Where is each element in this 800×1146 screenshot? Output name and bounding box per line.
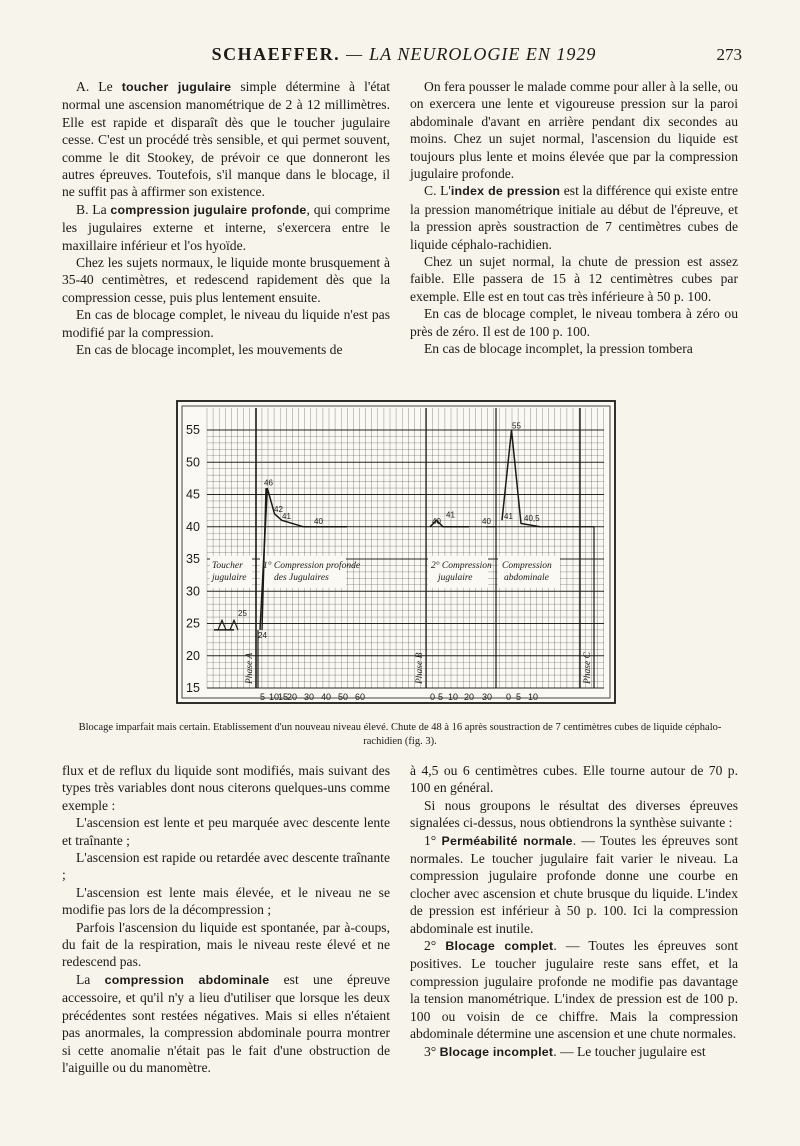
paragraph-blocage-incomplet [410,1043,738,1061]
text-column-left-top [62,78,390,359]
point-label: 46 [264,478,273,488]
paragraph: à 4,5 ou 6 centimètres cubes. Elle tourne autour de 70 p. 100 en général. [410,763,738,796]
author-name: SCHAEFFER. [211,44,341,64]
text-column-left-bottom [62,762,390,1076]
term-index-de-pression: index de pression [450,184,561,199]
para-text: simple détermine à l'état normal une ascension manométrique de 2 à 12 millimètres. Elle est rapide et disparaît dès que le toucher jugulaire cesse. C'est un procédé très sensible, et qui permet souvent, comme le dit Stookey, de prévoir ce que donneront les autres épreuves. Toutefois, s'il manque dans le blocage, il ne suffit pas à affirmer son existence. [62,79,391,200]
para-text: , qui comprime les jugulaires externe et interne, s'exercera entre le maxillaire inférieur et l'os hyoïde. [62,201,391,253]
x-label: 20 [287,692,298,702]
point-label: 42 [274,504,283,514]
paragraph-blocage-complet [410,937,738,1042]
paragraph-compression-profonde [62,201,390,254]
para-text: . — Toutes les épreuves sont normales. Le toucher jugulaire fait varier le niveau. La compression jugulaire profonde donne une courbe en clocher avec ascension et chute brusque du liquide. L'index de pression est inférieur à 50 p. 100. Ici la compression abdominale est inutile. [410,832,738,936]
paragraph: Si nous groupons le résultat des diverses épreuves signalées ci-dessus, nous obtiendrons la synthèse suivante : [410,797,738,831]
y-tick-label: 35 [186,552,200,566]
term-blocage-incomplet: Blocage incomplet [439,1044,554,1059]
x-label: 60 [355,692,366,702]
x-label: 40 [321,692,332,702]
para-text: La [76,971,105,987]
annotation-compression2: jugulaire [438,572,473,583]
para-text: 1° [424,832,442,848]
paragraph: L'ascension est lente mais élevée, et le niveau ne se modifie pas lors de la décompression ; [62,884,390,918]
x-label: 10 [528,692,539,702]
point-label: 40 [314,517,323,527]
point-label: 41 [446,510,455,520]
annotation-compression2: 2° Compression [431,560,492,571]
term-permeabilite-normale: Perméabilité normale [441,833,573,848]
para-text: 2° [424,938,446,954]
point-label: 41 [282,512,291,522]
annotation-toucher: Toucher [212,560,243,571]
text-column-right-top [410,78,738,358]
paragraph: Parfois l'ascension du liquide est spontanée, par à-coups, du fait de la respiration, mais le niveau reste élevé et ne redescend pas. [62,919,390,970]
y-tick-label: 30 [186,584,200,599]
para-text: est la différence qui existe entre la pression manométrique initiale au début de l'épreuve, et la pression après soustraction de 7 centimètres cubes de liquide céphalo-rachidien. [410,183,738,252]
running-title [66,44,742,65]
paragraph: flux et de reflux du liquide sont modifiés, mais suivant des types très variables dont nous citerons quelques-uns comme exemple : [62,763,390,813]
y-tick-label: 40 [186,519,200,534]
point-label: 41 [504,512,513,522]
chart-svg [174,398,618,706]
annotation-compression1: des Jugulaires [274,572,329,583]
x-label: 5 [438,692,444,702]
para-text: . — Toutes les épreuves sont positives. Le toucher jugulaire reste sans effet, et la compression jugulaire profonde ne modifie pas davantage la tension manométrique. L'index de pression est de 100 p. 100 ou voisin de ce chiffre. Mais la compression abdominale détermine une ascension et une chute normales. [410,938,739,1042]
para-text: B. La [76,201,111,217]
annotation-phase-a: Phase A [245,652,255,684]
y-tick-label: 20 [186,648,200,663]
para-text: A. Le [76,79,122,94]
term-blocage-complet: Blocage complet [445,939,554,954]
x-label: 30 [482,692,493,702]
annotation-phase-c: Phase C [583,652,593,684]
term-compression-abdominale: compression abdominale [104,972,270,987]
paragraph: L'ascension est rapide ou retardée avec descente traînante ; [62,850,390,883]
para-text: 3° [424,1043,440,1059]
point-label: 55 [512,421,521,431]
x-label: 0 [430,692,436,702]
annotation-abdominale: abdominale [504,572,549,583]
x-label: 50 [338,692,349,702]
text-column-right-bottom [410,762,738,1061]
paragraph: Chez les sujets normaux, le liquide monte brusquement à 35-40 centimètres, et redescend rapidement dès que la compression cesse, puis plus lentement ensuite. [62,255,390,305]
paragraph: Chez un sujet normal, la chute de pression est assez faible. Elle passera de 15 à 12 centimètres cubes par exemple. Elle est en tout cas très inférieure à 50 p. 100. [410,254,738,304]
paragraph-toucher-jugulaire [62,78,390,201]
point-label: 40 [432,517,441,527]
point-label: 40 [482,517,491,527]
annotation-abdominale: Compression [502,560,552,571]
paragraph-index-pression [410,182,738,253]
para-text: . — Le toucher jugulaire est [553,1043,706,1059]
paragraph: En cas de blocage incomplet, les mouvements de [76,342,343,358]
running-head [66,44,742,70]
y-tick-label: 45 [186,487,200,502]
y-tick-label: 55 [186,423,200,437]
paragraph: En cas de blocage incomplet, la pression tombera [424,341,693,357]
term-compression-jugulaire-profonde: compression jugulaire profonde [110,202,307,217]
manometric-chart-figure [174,398,618,706]
annotation-toucher: jugulaire [212,572,247,583]
y-axis-ticks [186,423,200,695]
x-label: 30 [304,692,315,702]
paragraph: L'ascension est lente et peu marquée avec descente lente et traînante ; [62,815,390,848]
title-dash: — [346,44,364,64]
page-number: 273 [716,45,742,64]
y-tick-label: 50 [186,455,200,470]
para-text: est une épreuve accessoire, et qu'il n'y a lieu d'utiliser que lorsque les deux précédentes sont restées négatives. Mais si elles n'étaient pas anormales, la compression abdominale pourra montrer si cette anomalie n'était pas le fait d'une obstruction de l'aiguille ou du manomètre. [62,971,390,1075]
x-label: 10 [269,692,280,702]
point-label: 25 [238,608,247,618]
point-label: 40,5 [524,513,540,523]
paragraph-compression-abdominale [62,971,390,1076]
paragraph-permeabilite-normale [410,832,738,937]
para-text: C. L' [424,183,451,199]
y-tick-label: 15 [186,681,200,695]
x-label: 5 [260,692,266,702]
paragraph: On fera pousser le malade comme pour aller à la selle, ou on exercera une lente et vigoureuse pression sur la paroi abdominale d'avant en arrière pendant dix secondes au moins. Chez un sujet normal, l'ascension du liquide est toujours plus lente et moins élevée que par la compression jugulaire profonde. [410,79,738,182]
chapter-title: LA NEUROLOGIE EN 1929 [369,44,597,64]
annotation-compression1: 1° Compression profonde [263,560,361,571]
term-toucher-jugulaire: toucher jugulaire [121,80,232,94]
x-label: 20 [464,692,475,702]
point-label: 24 [258,630,267,640]
figure-caption: Blocage imparfait mais certain. Etablissement d'un nouveau niveau élevé. Chute de 48 à 16 après soustraction de 7 centimètres cubes de liquide céphalo-rachidien (fig. 3). [78,722,722,747]
x-label: 5 [516,692,522,702]
x-label: 0 [506,692,512,702]
paragraph: En cas de blocage complet, le niveau du liquide n'est pas modifié par la compression. [62,307,390,340]
y-tick-label: 25 [186,616,200,631]
x-label: 15 [278,692,289,702]
x-label: 10 [448,692,459,702]
annotation-phase-b: Phase B [415,652,425,684]
paragraph: En cas de blocage complet, le niveau tombera à zéro ou près de zéro. Il est de 100 p. 100. [410,306,738,339]
